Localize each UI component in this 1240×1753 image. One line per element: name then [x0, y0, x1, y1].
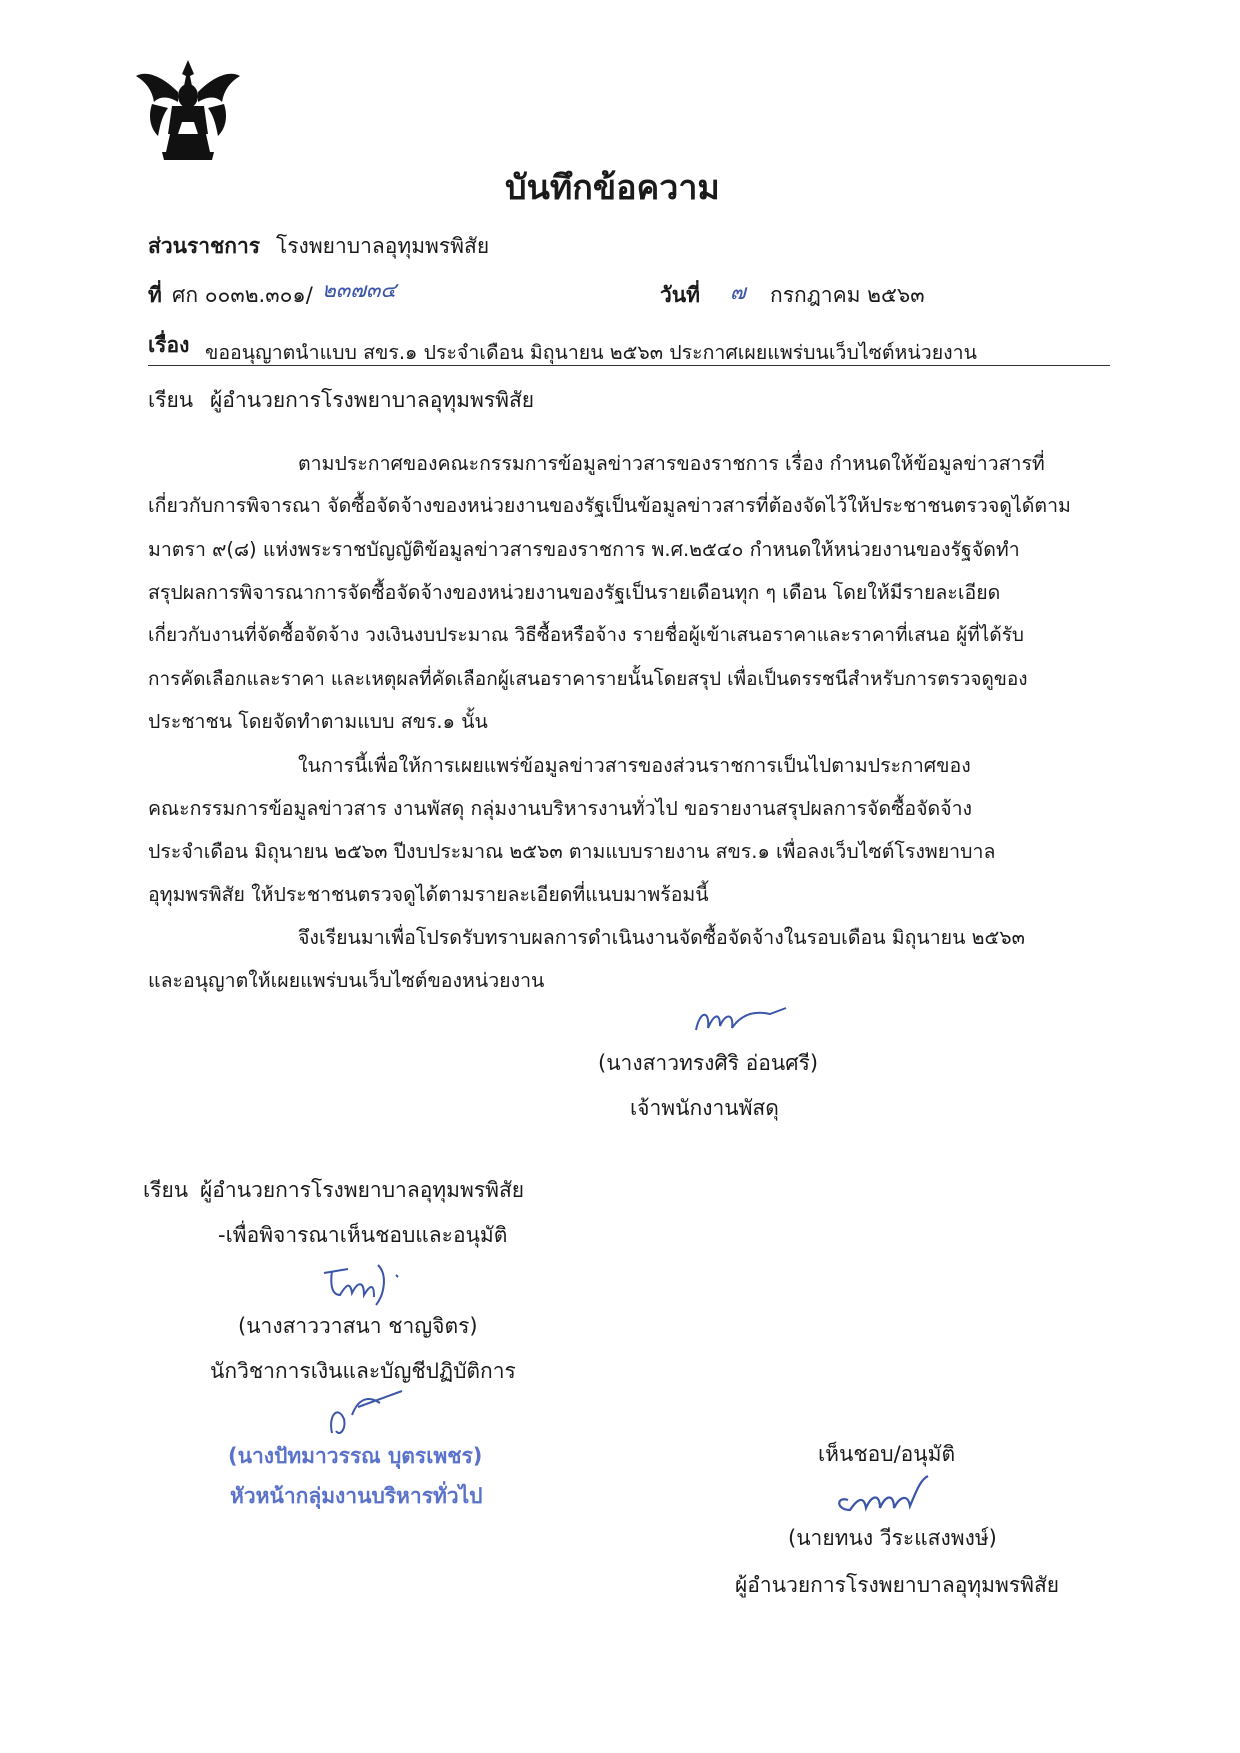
- agency-label: ส่วนราชการ: [148, 234, 261, 258]
- approval-signature: [828, 1470, 948, 1520]
- date-day: ๗: [730, 280, 746, 304]
- forward-to: ผู้อำนวยการโรงพยาบาลอุทุมพรพิสัย: [200, 1178, 525, 1202]
- signature-2: [318, 1255, 418, 1310]
- body-line-11: อุทุมพรพิสัย ให้ประชาชนตรวจดูได้ตามรายละเอียดที่แนบมาพร้อมนี้: [148, 883, 709, 906]
- body-line-4: สรุปผลการพิจารณาการจัดซื้อจัดจ้างของหน่วยงานของรัฐเป็นรายเดือนทุก ๆ เดือน โดยให้มีรายละเอียด: [148, 581, 1001, 604]
- signer2-name: (นางสาววาสนา ชาญจิตร): [238, 1314, 478, 1338]
- subject-divider: [148, 365, 1110, 366]
- body-line-8: ในการนี้เพื่อให้การเผยแพร่ข้อมูลข่าวสารของส่วนราชการเป็นไปตามประกาศของ: [298, 754, 971, 777]
- body-line-2: เกี่ยวกับการพิจารณา จัดซื้อจัดจ้างของหน่วยงานของรัฐเป็นข้อมูลข่าวสารที่ต้องจัดไว้ให้ประชาชนตรวจดูได้ตาม: [148, 494, 1071, 517]
- garuda-emblem: [132, 56, 244, 166]
- body-line-9: คณะกรรมการข้อมูลข่าวสาร งานพัสดุ กลุ่มงานบริหารงานทั่วไป ขอรายงานสรุปผลการจัดซื้อจัดจ้าง: [148, 797, 973, 820]
- salutation-label: เรียน: [148, 388, 194, 412]
- ref-handwritten: ๒๓๗๓๔: [322, 278, 397, 302]
- signer1-name: (นางสาวทรงศิริ อ่อนศรี): [598, 1051, 819, 1075]
- signer3-position: หัวหน้ากลุ่มงานบริหารทั่วไป: [230, 1484, 483, 1508]
- signer2-position: นักวิชาการเงินและบัญชีปฏิบัติการ: [210, 1359, 516, 1383]
- date-rest: กรกฎาคม ๒๕๖๓: [770, 283, 925, 307]
- salutation-value: ผู้อำนวยการโรงพยาบาลอุทุมพรพิสัย: [210, 388, 535, 412]
- body-line-3: มาตรา ๙(๘) แห่งพระราชบัญญัติข้อมูลข่าวสารของราชการ พ.ศ.๒๕๔๐ กำหนดให้หน่วยงานของรัฐจัดทำ: [148, 538, 1020, 561]
- ref-label: ที่: [148, 283, 162, 307]
- signature-1: [690, 1000, 790, 1045]
- signature-3: [318, 1385, 408, 1445]
- body-line-6: การคัดเลือกและราคา และเหตุผลที่คัดเลือกผู้เสนอราคารายนั้นโดยสรุป เพื่อเป็นดรรชนีสำหรับการตรวจดูของ: [148, 668, 1028, 690]
- ref-value: ศก ๐๐๓๒.๓๐๑/: [172, 283, 313, 307]
- signer3-name: (นางปัทมาวรรณ บุตรเพชร): [228, 1444, 483, 1468]
- body-line-1: ตามประกาศของคณะกรรมการข้อมูลข่าวสารของราชการ เรื่อง กำหนดให้ข้อมูลข่าวสารที่: [298, 452, 1045, 475]
- approver-name: (นายทนง วีระแสงพงษ์): [788, 1526, 997, 1550]
- body-line-7: ประชาชน โดยจัดทำตามแบบ สขร.๑ นั้น: [148, 710, 488, 733]
- subject-label: เรื่อง: [148, 333, 190, 357]
- body-line-12: จึงเรียนมาเพื่อโปรดรับทราบผลการดำเนินงานจัดซื้อจัดจ้างในรอบเดือน มิถุนายน ๒๕๖๓: [298, 926, 1025, 949]
- body-line-13: และอนุญาตให้เผยแพร่บนเว็บไซต์ของหน่วยงาน: [148, 969, 545, 992]
- body-line-5: เกี่ยวกับงานที่จัดซื้อจัดจ้าง วงเงินงบประมาณ วิธีซื้อหรือจ้าง รายชื่อผู้เข้าเสนอราคาและราคาที่เสนอ ผู้ที่ได้รับ: [148, 624, 1024, 646]
- body-line-10: ประจำเดือน มิถุนายน ๒๕๖๓ ปีงบประมาณ ๒๕๖๓ ตามแบบรายงาน สขร.๑ เพื่อลงเว็บไซต์โรงพยาบาล: [148, 840, 996, 863]
- agency-value: โรงพยาบาลอุทุมพรพิสัย: [276, 234, 490, 258]
- signer1-position: เจ้าพนักงานพัสดุ: [630, 1096, 779, 1120]
- date-label: วันที่: [660, 283, 700, 307]
- subject-value: ขออนุญาตนำแบบ สขร.๑ ประจำเดือน มิถุนายน ๒๕๖๓ ประกาศเผยแพร่บนเว็บไซต์หน่วยงาน: [205, 341, 977, 364]
- document-title: บันทึกข้อความ: [505, 168, 720, 208]
- approval-label: เห็นชอบ/อนุมัติ: [818, 1442, 956, 1466]
- approver-position: ผู้อำนวยการโรงพยาบาลอุทุมพรพิสัย: [735, 1573, 1060, 1597]
- forward-purpose: -เพื่อพิจารณาเห็นชอบและอนุมัติ: [218, 1223, 508, 1247]
- forward-label: เรียน: [143, 1178, 189, 1202]
